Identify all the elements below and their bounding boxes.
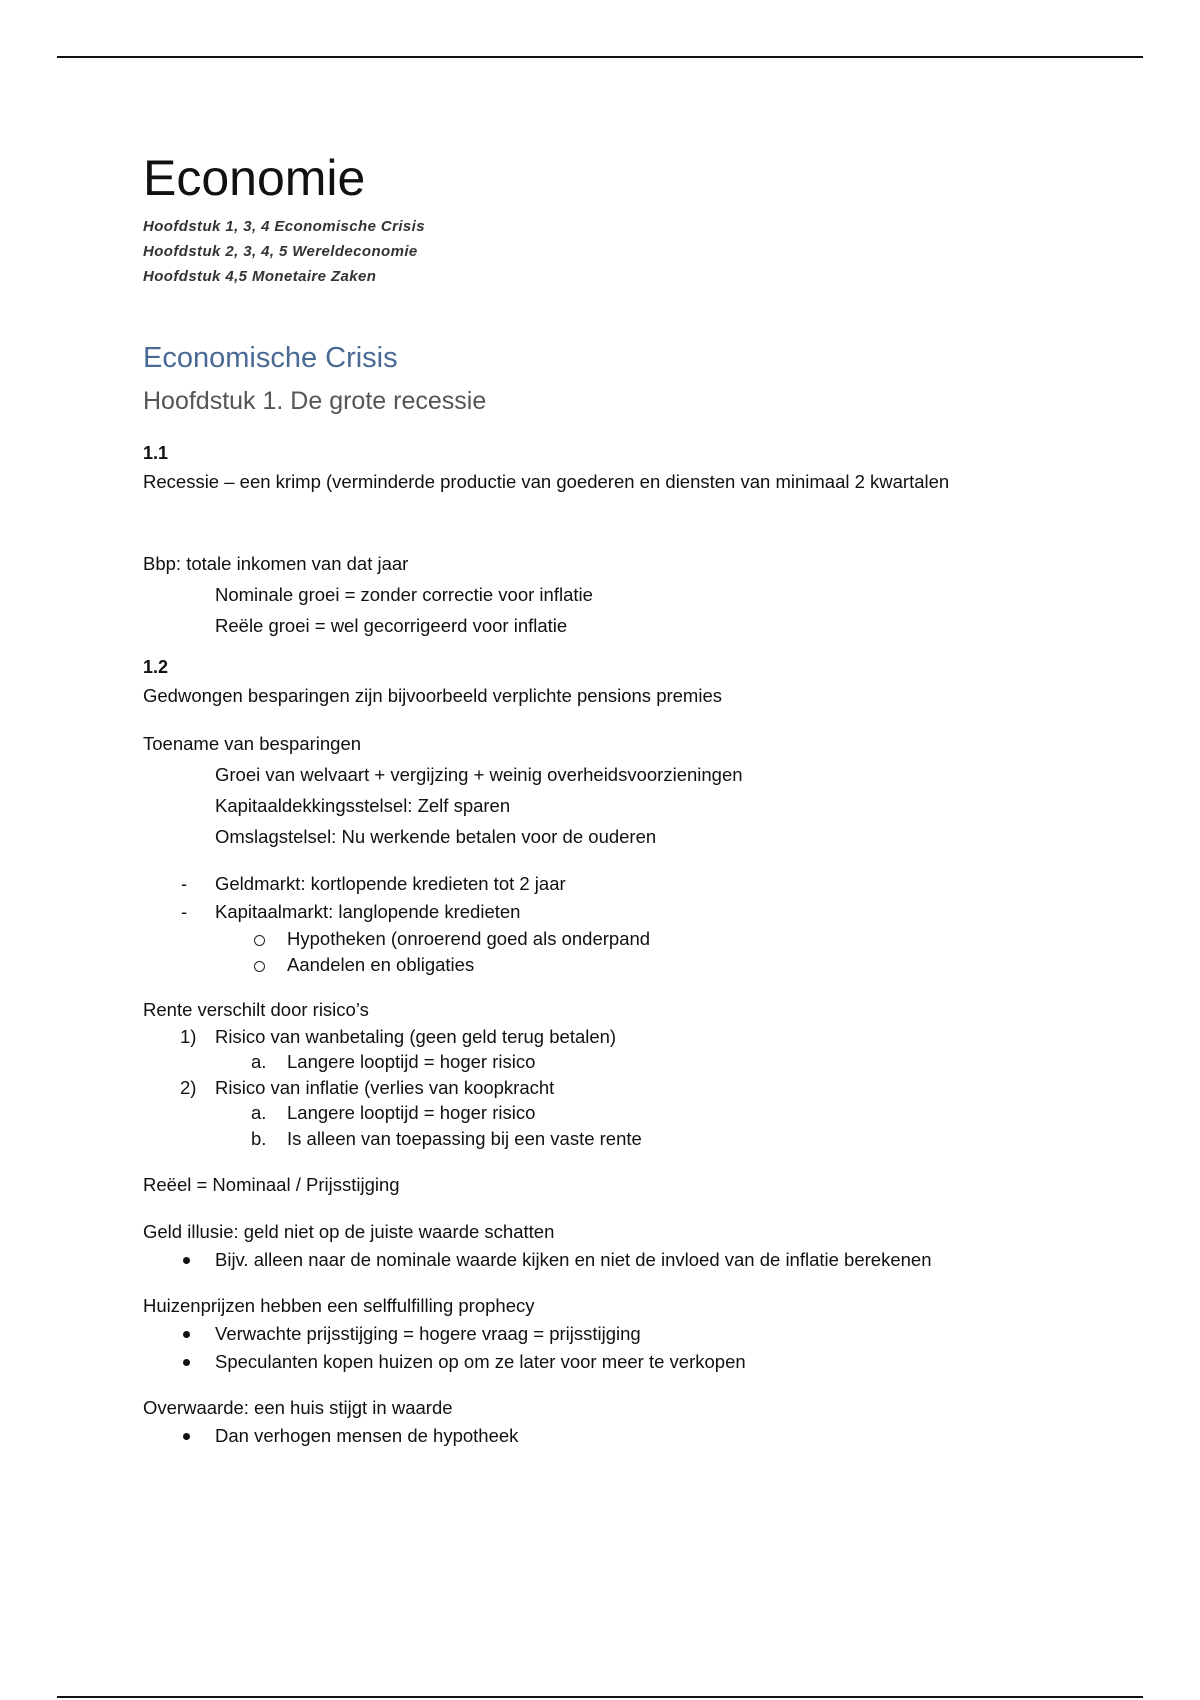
- text-nominale-groei: Nominale groei = zonder correctie voor inflatie: [215, 584, 593, 605]
- subtitle-line-3: Hoofdstuk 4,5 Monetaire Zaken: [143, 268, 377, 285]
- list-item: [143, 870, 1103, 898]
- list-item: [143, 1126, 1103, 1152]
- bottom-rule: [57, 1696, 1143, 1698]
- text-rente: Rente verschilt door risico’s: [143, 999, 369, 1020]
- text-groei-welvaart: Groei van welvaart + vergijzing + weinig overheidsvoorzieningen: [215, 764, 743, 785]
- text-geld-illusie: Geld illusie: geld niet op de juiste waarde schatten: [143, 1221, 555, 1242]
- text-kapitaalmarkt: Kapitaalmarkt: langlopende kredieten: [215, 901, 521, 922]
- page-title: Economie: [143, 150, 366, 206]
- letter-marker: a.: [251, 1051, 267, 1072]
- document-page: [143, 148, 1103, 1450]
- list-item: [143, 1024, 1103, 1049]
- text-vaste-rente: Is alleen van toepassing bij een vaste rente: [287, 1128, 642, 1149]
- huizen-list: [143, 1292, 1103, 1376]
- list-item: [143, 1049, 1103, 1075]
- markt-list: [143, 870, 1103, 978]
- letter-marker: b.: [251, 1128, 267, 1149]
- dash-marker: -: [181, 873, 188, 894]
- number-marker: 2): [180, 1077, 197, 1098]
- list-item: [143, 1422, 1103, 1450]
- circle-bullet-icon: [254, 935, 265, 946]
- text-toename: Toename van besparingen: [143, 733, 362, 754]
- bullet-icon: [183, 1359, 190, 1366]
- text-risico-inflatie: Risico van inflatie (verlies van koopkracht: [215, 1077, 555, 1098]
- text-omslagstelsel: Omslagstelsel: Nu werkende betalen voor de ouderen: [215, 826, 657, 847]
- overwaarde-list: [143, 1394, 1103, 1450]
- list-item: [143, 952, 1103, 978]
- text-reeel-formula: Reëel = Nominaal / Prijsstijging: [143, 1174, 400, 1195]
- text-risico-wanbetaling: Risico van wanbetaling (geen geld terug betalen): [215, 1026, 617, 1047]
- list-item: [143, 1100, 1103, 1126]
- text-kapitaaldekking: Kapitaaldekkingsstelsel: Zelf sparen: [215, 795, 511, 816]
- number-marker: 1): [180, 1026, 197, 1047]
- subtitle-line-2: Hoofdstuk 2, 3, 4, 5 Wereldeconomie: [143, 243, 418, 260]
- subtitle-line-1: Hoofdstuk 1, 3, 4 Economische Crisis: [143, 218, 425, 235]
- text-overwaarde: Overwaarde: een huis stijgt in waarde: [143, 1397, 453, 1418]
- list-item: [143, 1348, 1103, 1376]
- text-huizenprijzen: Huizenprijzen hebben een selffulfilling prophecy: [143, 1295, 535, 1316]
- illusie-list: [143, 1218, 1103, 1274]
- text-speculanten: Speculanten kopen huizen op om ze later voor meer te verkopen: [215, 1351, 746, 1372]
- text-bbp: Bbp: totale inkomen van dat jaar: [143, 553, 409, 574]
- heading-hoofdstuk-1: Hoofdstuk 1. De grote recessie: [143, 387, 487, 415]
- list-item: [143, 1320, 1103, 1348]
- text-gedwongen: Gedwongen besparingen zijn bijvoorbeeld verplichte pensions premies: [143, 685, 722, 706]
- text-aandelen: Aandelen en obligaties: [287, 954, 475, 975]
- text-hypotheek-verhogen: Dan verhogen mensen de hypotheek: [215, 1425, 519, 1446]
- section-number-1-1: 1.1: [143, 443, 169, 463]
- bullet-icon: [183, 1433, 190, 1440]
- text-hypotheken: Hypotheken (onroerend goed als onderpand: [287, 928, 651, 949]
- text-looptijd-2: Langere looptijd = hoger risico: [287, 1102, 536, 1123]
- bullet-icon: [183, 1257, 190, 1264]
- text-geldmarkt: Geldmarkt: kortlopende kredieten tot 2 jaar: [215, 873, 566, 894]
- list-item: [143, 1246, 1103, 1274]
- circle-bullet-icon: [254, 961, 265, 972]
- letter-marker: a.: [251, 1102, 267, 1123]
- text-verwachte-prijsstijging: Verwachte prijsstijging = hogere vraag = prijsstijging: [215, 1323, 641, 1344]
- section-number-1-2: 1.2: [143, 657, 169, 677]
- text-looptijd-1: Langere looptijd = hoger risico: [287, 1051, 536, 1072]
- heading-economische-crisis: Economische Crisis: [143, 342, 398, 374]
- text-recessie: Recessie – een krimp (verminderde productie van goederen en diensten van minimaal 2 kwartalen: [143, 471, 950, 492]
- bullet-icon: [183, 1331, 190, 1338]
- dash-marker: -: [181, 901, 188, 922]
- text-reele-groei: Reële groei = wel gecorrigeerd voor inflatie: [215, 615, 568, 636]
- list-item: [143, 898, 1103, 926]
- list-item: [143, 926, 1103, 952]
- list-item: [143, 1075, 1103, 1100]
- text-bijv: Bijv. alleen naar de nominale waarde kijken en niet de invloed van de inflatie berekenen: [215, 1249, 932, 1270]
- rente-list: [143, 996, 1103, 1152]
- top-rule: [57, 56, 1143, 58]
